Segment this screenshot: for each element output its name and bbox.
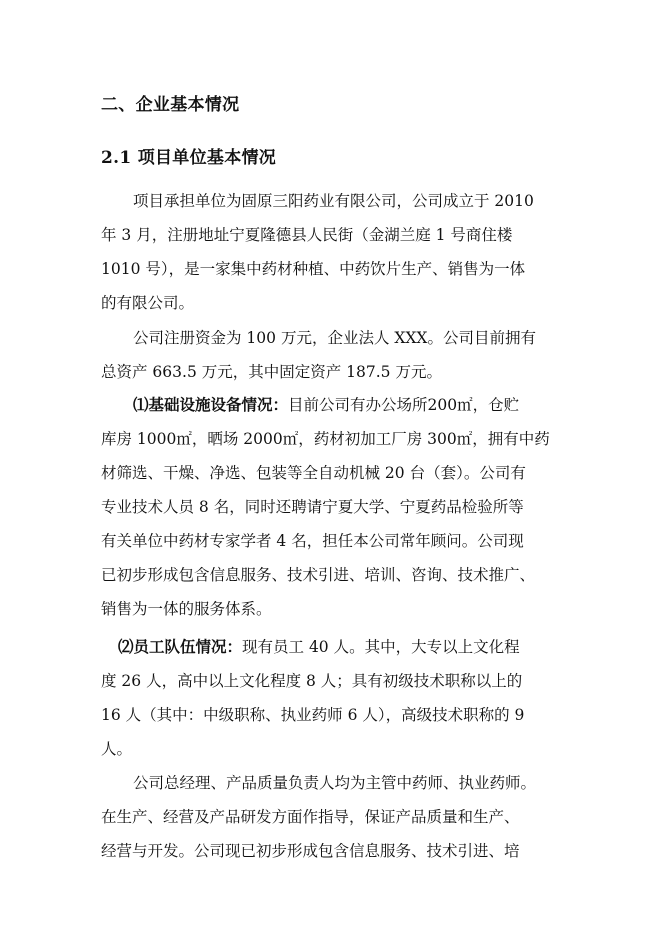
paragraph-line: 库房 1000㎡，晒场 2000㎡，药材初加工厂房 300㎡，拥有中药 (101, 430, 550, 448)
paragraph-line: 有关单位中药材专家学者 4 名，担任本公司常年顾问。公司现 (101, 532, 524, 550)
paragraph-line: 人。 (101, 740, 133, 758)
paragraph-line: 总资产 663.5 万元，其中固定资产 187.5 万元。 (101, 363, 442, 381)
paragraph-line: 材筛选、干燥、净选、包装等全自动机械 20 台（套）。公司有 (101, 464, 526, 482)
paragraph-line: 1010 号），是一家集中药材种植、中药饮片生产、销售为一体 (101, 260, 526, 278)
paragraph-line: 销售为一体的服务体系。 (101, 600, 272, 618)
paragraph-line: 公司总经理、产品质量负责人均为主管中药师、执业药师。 (133, 774, 537, 792)
subsection-heading: 2.1 项目单位基本情况 (101, 148, 277, 168)
paragraph-line: 年 3 月，注册地址宁夏隆德县人民街（金湖兰庭 1 号商住楼 (101, 226, 513, 244)
paragraph-line: 16 人（其中：中级职称、执业药师 6 人），高级技术职称的 9 (101, 706, 525, 724)
paragraph-line (133, 395, 519, 415)
paragraph-line: 专业技术人员 8 名，同时还聘请宁夏大学、宁夏药品检验所等 (101, 498, 524, 516)
paragraph-line: 项目承担单位为固原三阳药业有限公司，公司成立于 2010 (133, 192, 534, 210)
paragraph-line: 度 26 人，高中以上文化程度 8 人；具有初级技术职称以上的 (101, 672, 523, 690)
paragraph-text: 现有员工 40 人。其中，大专以上文化程 (242, 638, 520, 656)
paragraph-line (118, 637, 520, 657)
paragraph-text: 目前公司有办公场所200㎡，仓贮 (288, 396, 520, 414)
paragraph-line: 公司注册资金为 100 万元，企业法人 XXX。公司目前拥有 (133, 329, 536, 347)
infrastructure-label: ⑴基础设施设备情况： (133, 395, 289, 414)
paragraph-line: 经营与开发。公司现已初步形成包含信息服务、技术引进、培 (101, 842, 520, 860)
paragraph-line: 已初步形成包含信息服务、技术引进、培训、咨询、技术推广、 (101, 566, 536, 584)
paragraph-line: 在生产、经营及产品研发方面作指导，保证产品质量和生产、 (101, 808, 520, 826)
section-heading: 二、企业基本情况 (101, 95, 240, 115)
staff-label: ⑵员工队伍情况： (118, 637, 243, 656)
paragraph-line: 的有限公司。 (101, 294, 195, 312)
